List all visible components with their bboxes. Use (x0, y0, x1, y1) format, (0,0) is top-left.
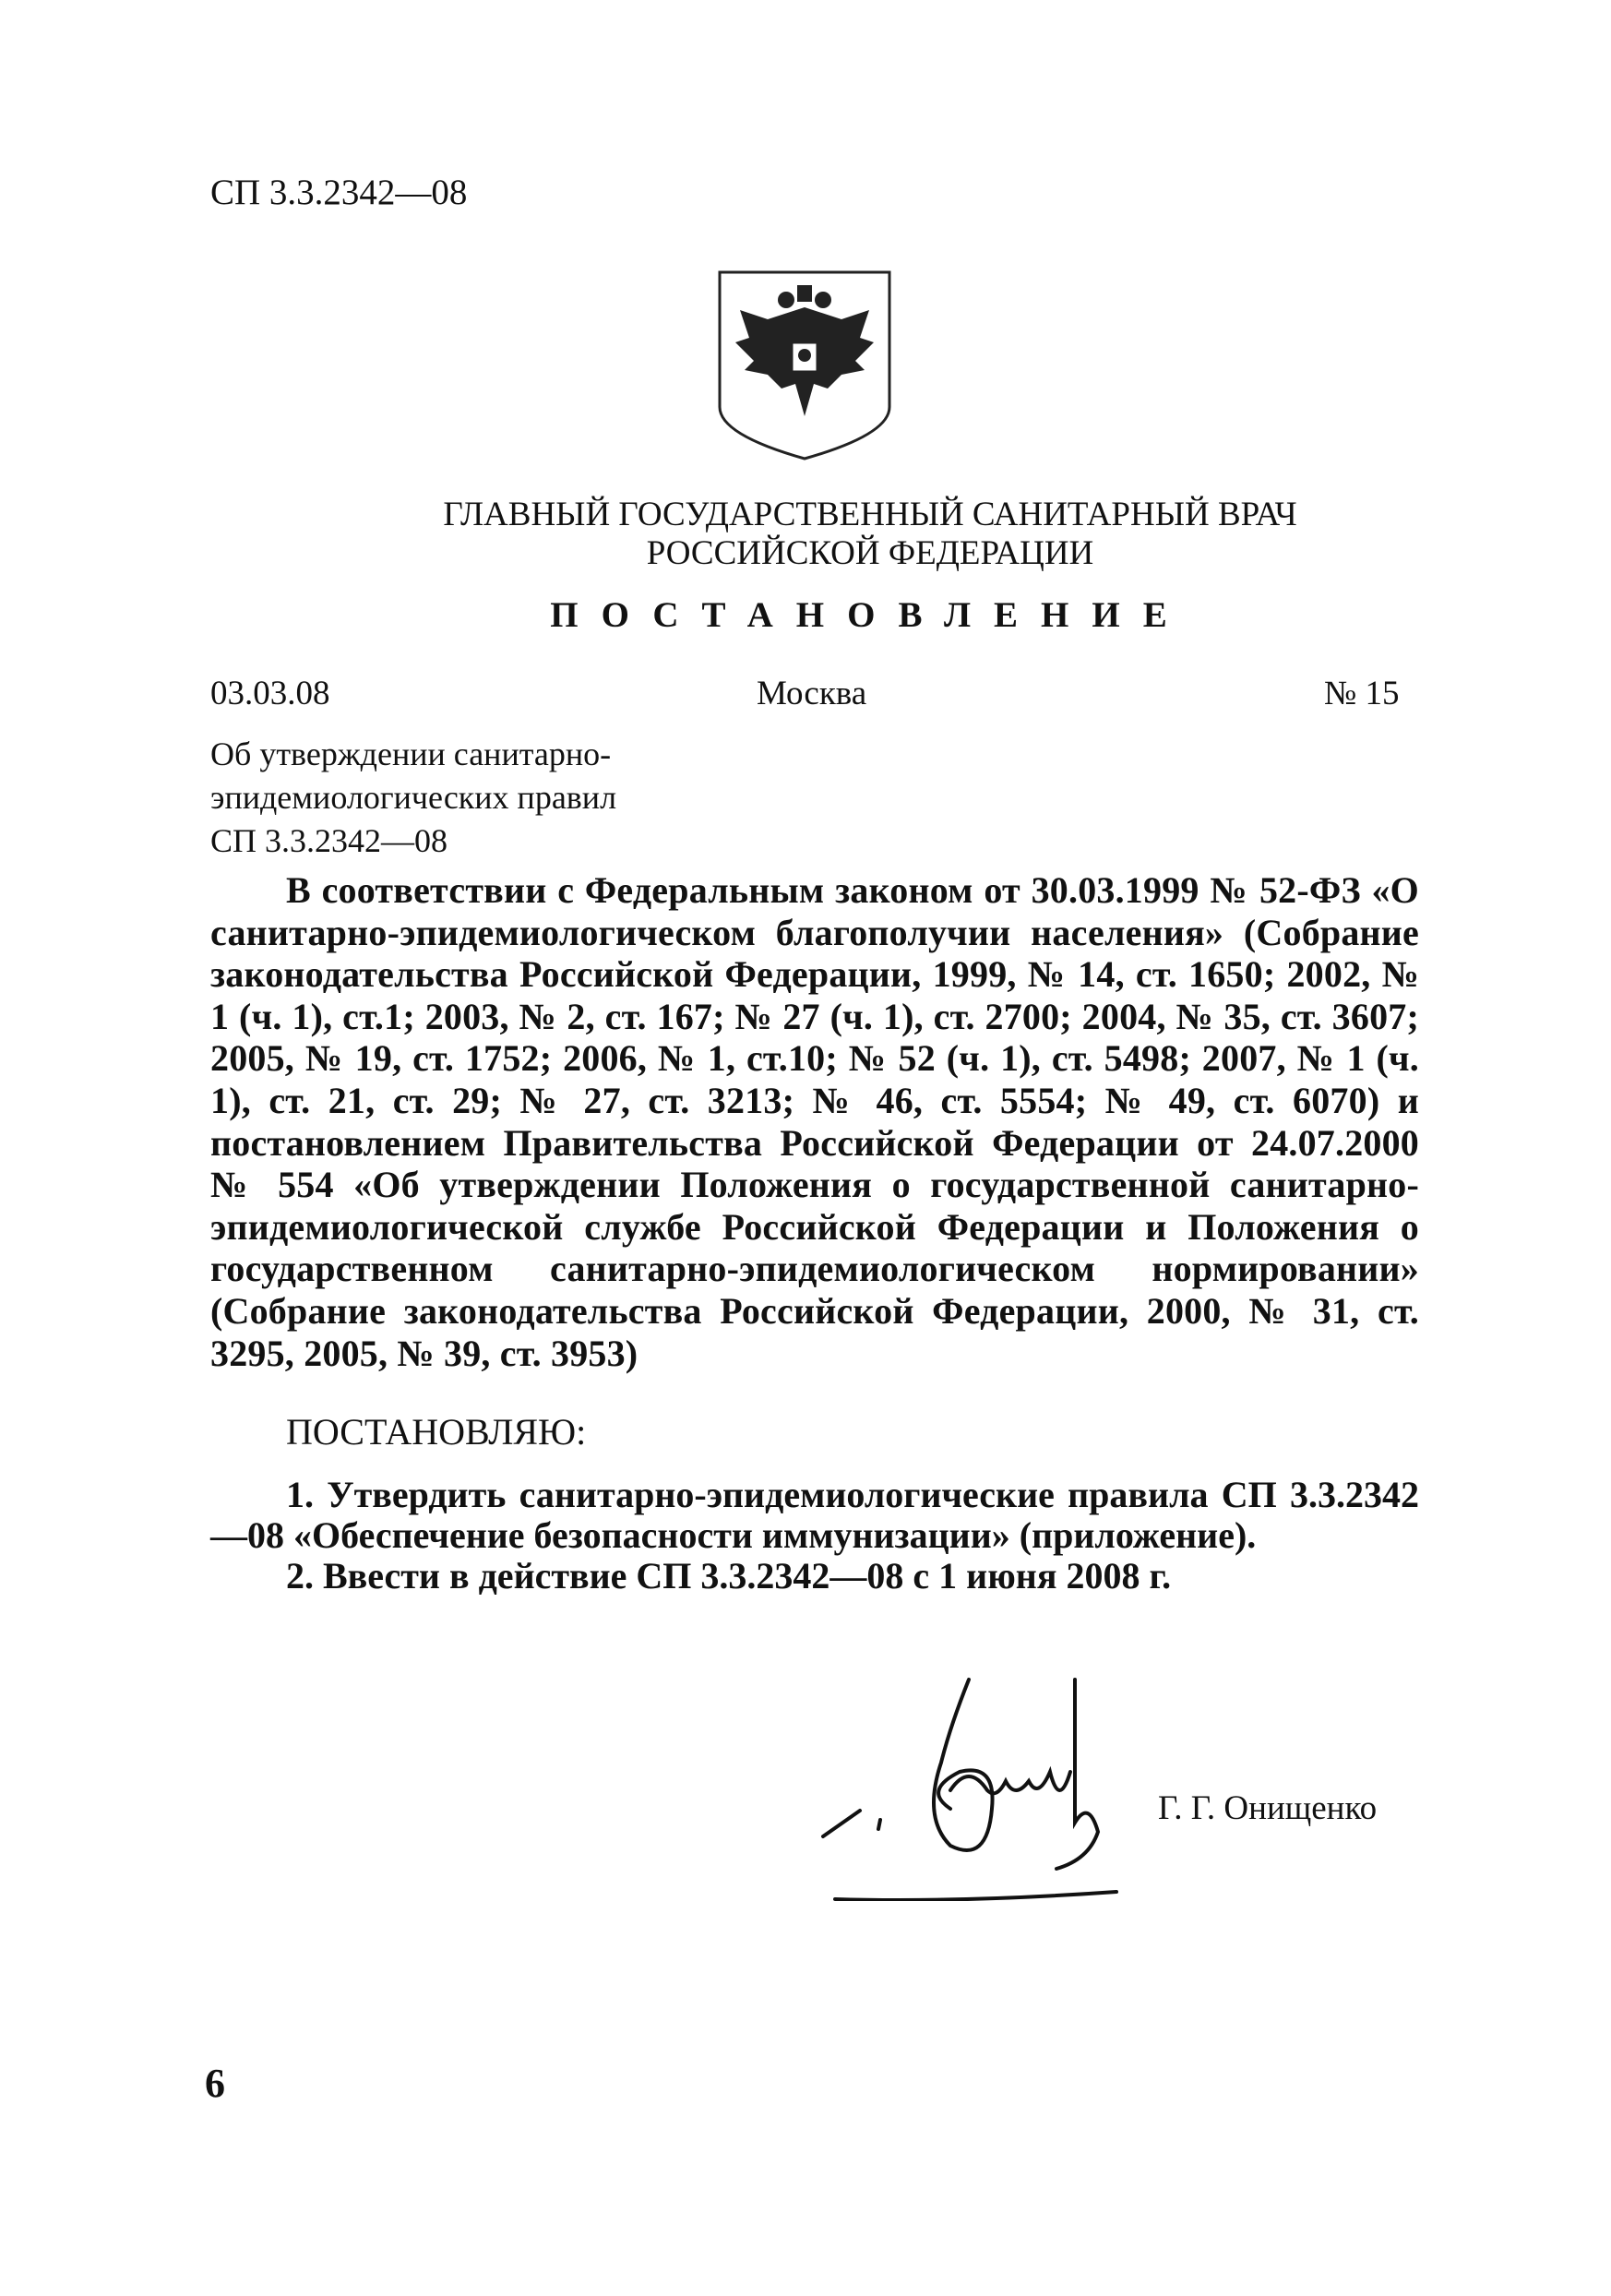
authority-line-1: ГЛАВНЫЙ ГОСУДАРСТВЕННЫЙ САНИТАРНЫЙ ВРАЧ (443, 496, 1297, 533)
authority-line-2: РОССИЙСКОЙ ФЕДЕРАЦИИ (646, 534, 1094, 572)
page-number: 6 (205, 2061, 225, 2106)
signer-name: Г. Г. Онищенко (1158, 1789, 1378, 1827)
signature-icon (812, 1661, 1144, 1901)
decree-title: ПОСТАНОВЛЕНИЕ (550, 595, 1190, 635)
document-code: СП 3.3.2342—08 (210, 173, 468, 212)
decree-city: Москва (757, 675, 867, 712)
preamble-paragraph: В соответствии с Федеральным законом от 30.03.1999 № 52-ФЗ «О санитарно-эпидемиологическом благополучии населения» (Собрание законодательства Российской Федерации, 1999, № 14, ст. 1650; 2002, № 1 (ч. 1), ст.1; 2003, № 2, ст. 167; № 27 (ч. 1), ст. 2700; 2004, № 35, ст. 3607; 2005, № 19, ст. 1752; 2006, № 1, ст.10; № 52 (ч. 1), ст. 5498; 2007, № 1 (ч. 1), ст. 21, ст. 29; № 27, ст. 3213; № 46, ст. 5554; № 49, ст. 6070) и постановлением Правительства Российской Федерации от 24.07.2000 № 554 «Об утверждении Положения о государственной санитарно-эпидемиологической службе Российской Федерации и Положения о государственном санитарно-эпидемиологическом нормировании» (Собрание законодательства Российской Федерации, 2000, № 31, ст. 3295, 2005, № 39, ст. 3953) (210, 869, 1419, 1374)
decree-number: № 15 (1324, 675, 1400, 712)
decree-item-2: 2. Ввести в действие СП 3.3.2342—08 с 1 июня 2008 г. (286, 1555, 1172, 1596)
resolve-heading: ПОСТАНОВЛЯЮ: (286, 1411, 587, 1453)
decree-subject: Об утверждении санитарно- эпидемиологических правил СП 3.3.2342—08 (210, 735, 617, 859)
coat-of-arms-icon (712, 269, 897, 462)
decree-item-1: 1. Утвердить санитарно-эпидемиологические правила СП 3.3.2342—08 «Обеспечение безопасности иммунизации» (приложение). (210, 1474, 1419, 1556)
decree-date: 03.03.08 (210, 675, 330, 712)
